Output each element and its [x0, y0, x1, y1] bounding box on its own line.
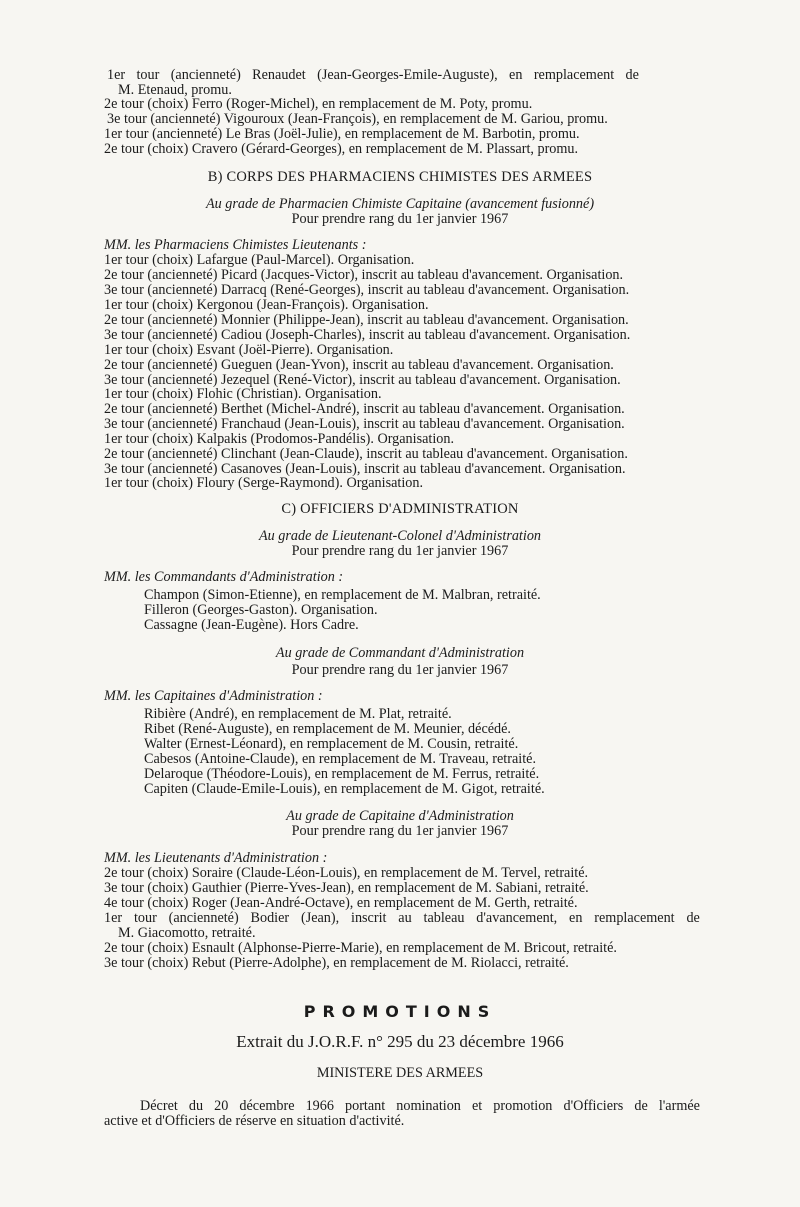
entry-line: 1er tour (ancienneté) Bodier (Jean), inscrit au tableau d'avancement, en remplacement de [104, 910, 700, 926]
ministry-heading: MINISTERE DES ARMEES [316, 1065, 484, 1081]
entry-line: 3e tour (ancienneté) Darracq (René-Georges), inscrit au tableau d'avancement. Organisation. [104, 282, 630, 298]
promotions-heading: PROMOTIONS [303, 1002, 497, 1021]
entry-line: Filleron (Georges-Gaston). Organisation. [144, 602, 378, 618]
grade-heading: Au grade de Commandant d'Administration [275, 645, 525, 661]
entry-line: 3e tour (choix) Rebut (Pierre-Adolphe), en remplacement de M. Riolacci, retraité. [104, 955, 569, 971]
jorf-extract-heading: Extrait du J.O.R.F. n° 295 du 23 décembre 1966 [236, 1032, 564, 1051]
entry-line: 3e tour (ancienneté) Casanoves (Jean-Louis), inscrit au tableau d'avancement. Organisation. [104, 461, 626, 477]
entry-line: 1er tour (ancienneté) Renaudet (Jean-Georges-Emile-Auguste), en remplacement de [107, 67, 639, 83]
entry-line: 2e tour (choix) Ferro (Roger-Michel), en remplacement de M. Poty, promu. [104, 96, 533, 112]
rank-date: Pour prendre rang du 1er janvier 1967 [291, 211, 509, 227]
grade-heading: Au grade de Pharmacien Chimiste Capitaine (avancement fusionné) [205, 196, 595, 212]
entry-line: 2e tour (choix) Soraire (Claude-Léon-Louis), en remplacement de M. Tervel, retraité. [104, 865, 589, 881]
entry-line: 2e tour (ancienneté) Monnier (Philippe-Jean), inscrit au tableau d'avancement. Organisation. [104, 312, 629, 328]
entry-line: 1er tour (ancienneté) Le Bras (Joël-Julie), en remplacement de M. Barbotin, promu. [104, 126, 580, 142]
entry-line: 3e tour (ancienneté) Vigouroux (Jean-François), en remplacement de M. Gariou, promu. [107, 111, 608, 127]
entry-line: 2e tour (choix) Cravero (Gérard-Georges), en remplacement de M. Plassart, promu. [104, 141, 579, 157]
rank-date: Pour prendre rang du 1er janvier 1967 [291, 543, 509, 559]
entry-line: Ribière (André), en remplacement de M. Plat, retraité. [144, 706, 452, 722]
entry-line: 1er tour (choix) Kergonou (Jean-François). Organisation. [104, 297, 429, 313]
entry-line: Ribet (René-Auguste), en remplacement de M. Meunier, décédé. [144, 721, 511, 737]
entry-line: M. Giacomotto, retraité. [118, 925, 256, 941]
entry-line: 3e tour (ancienneté) Jezequel (René-Victor), inscrit au tableau d'avancement. Organisation. [104, 372, 621, 388]
section-heading: B) CORPS DES PHARMACIENS CHIMISTES DES ARMEES [207, 169, 593, 185]
decree-line: Décret du 20 décembre 1966 portant nomination et promotion d'Officiers de l'armée [140, 1098, 700, 1114]
entry-line: 3e tour (choix) Gauthier (Pierre-Yves-Jean), en remplacement de M. Sabiani, retraité. [104, 880, 589, 896]
entry-line: Cabesos (Antoine-Claude), en remplacement de M. Traveau, retraité. [144, 751, 536, 767]
entry-line: Walter (Ernest-Léonard), en remplacement de M. Cousin, retraité. [144, 736, 519, 752]
entry-line: 3e tour (ancienneté) Cadiou (Joseph-Charles), inscrit au tableau d'avancement. Organisation. [104, 327, 631, 343]
rank-date: Pour prendre rang du 1er janvier 1967 [291, 662, 509, 678]
entry-line: 2e tour (ancienneté) Berthet (Michel-André), inscrit au tableau d'avancement. Organisation. [104, 401, 625, 417]
entry-line: Champon (Simon-Etienne), en remplacement de M. Malbran, retraité. [144, 587, 541, 603]
group-heading: MM. les Capitaines d'Administration : [104, 688, 323, 704]
grade-heading: Au grade de Lieutenant-Colonel d'Administration [258, 528, 542, 544]
entry-line: 1er tour (choix) Kalpakis (Prodomos-Pandélis). Organisation. [104, 431, 455, 447]
grade-heading: Au grade de Capitaine d'Administration [286, 808, 514, 824]
entry-line: 1er tour (choix) Lafargue (Paul-Marcel). Organisation. [104, 252, 415, 268]
entry-line: 2e tour (ancienneté) Picard (Jacques-Victor), inscrit au tableau d'avancement. Organisation. [104, 267, 624, 283]
group-heading: MM. les Commandants d'Administration : [104, 569, 344, 585]
entry-line: Delaroque (Théodore-Louis), en remplacement de M. Ferrus, retraité. [144, 766, 540, 782]
group-heading: MM. les Lieutenants d'Administration : [104, 850, 328, 866]
entry-line: 1er tour (choix) Flohic (Christian). Organisation. [104, 386, 382, 402]
entry-line: 3e tour (ancienneté) Franchaud (Jean-Louis), inscrit au tableau d'avancement. Organisation. [104, 416, 625, 432]
entry-line: 2e tour (ancienneté) Clinchant (Jean-Claude), inscrit au tableau d'avancement. Organisation. [104, 446, 628, 462]
decree-line: active et d'Officiers de réserve en situation d'activité. [104, 1113, 405, 1129]
entry-line: 4e tour (choix) Roger (Jean-André-Octave), en remplacement de M. Gerth, retraité. [104, 895, 578, 911]
entry-line: 1er tour (choix) Esvant (Joël-Pierre). Organisation. [104, 342, 394, 358]
entry-line: M. Etenaud, promu. [118, 82, 232, 98]
entry-line: 1er tour (choix) Floury (Serge-Raymond). Organisation. [104, 475, 424, 491]
entry-line: 2e tour (ancienneté) Gueguen (Jean-Yvon), inscrit au tableau d'avancement. Organisation. [104, 357, 614, 373]
entry-line: Capiten (Claude-Emile-Louis), en remplacement de M. Gigot, retraité. [144, 781, 545, 797]
group-heading: MM. les Pharmaciens Chimistes Lieutenants : [104, 237, 367, 253]
section-heading: C) OFFICIERS D'ADMINISTRATION [281, 501, 519, 517]
rank-date: Pour prendre rang du 1er janvier 1967 [291, 823, 509, 839]
entry-line: Cassagne (Jean-Eugène). Hors Cadre. [144, 617, 359, 633]
entry-line: 2e tour (choix) Esnault (Alphonse-Pierre-Marie), en remplacement de M. Bricout, retraité. [104, 940, 617, 956]
